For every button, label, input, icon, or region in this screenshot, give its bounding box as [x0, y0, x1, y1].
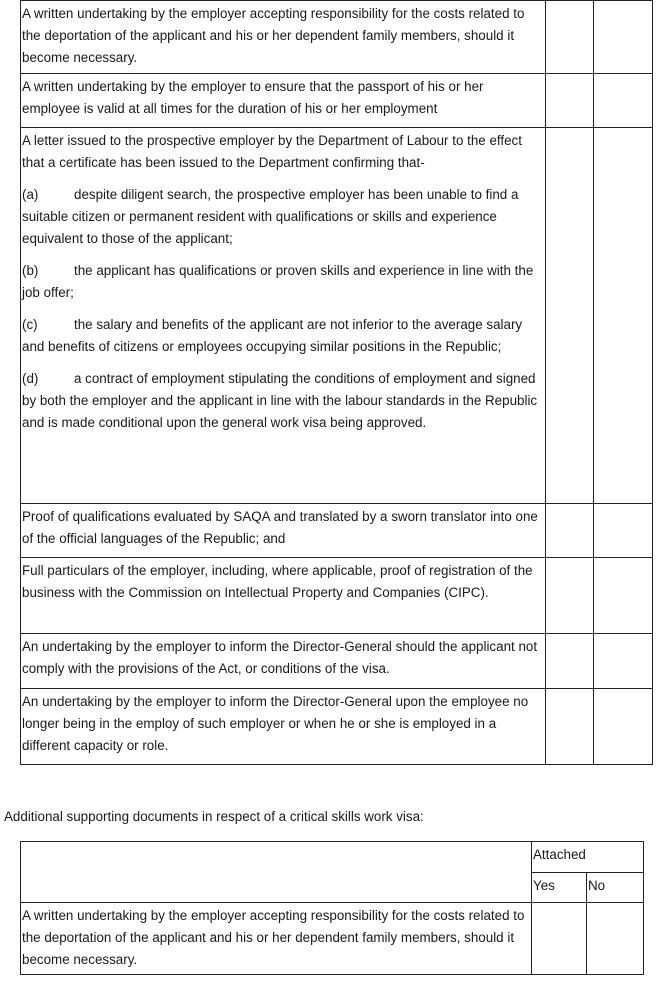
sub-item — [22, 260, 544, 304]
sub-item-label: (b) — [22, 263, 39, 278]
header-blank-cell — [21, 842, 532, 903]
document-description: A written undertaking by the employer accepting responsibility for the costs related to the deportation of the applicant and his or her dependent family members, should it become necessary. — [21, 903, 532, 975]
table-row — [21, 128, 653, 504]
attached-header: Attached — [532, 842, 644, 873]
attached-yes-cell[interactable] — [546, 504, 594, 558]
table-row — [21, 634, 653, 689]
sub-item-label: (a) — [22, 187, 39, 202]
description-text: Full particulars of the employer, including, where applicable, proof of registration of the business with the Commission on Intellectual Property and Companies (CIPC). — [22, 563, 533, 600]
attached-yes-cell[interactable] — [546, 128, 594, 504]
attached-no-cell[interactable] — [594, 558, 653, 634]
header-row — [21, 842, 644, 873]
document-description — [21, 128, 546, 504]
attached-no-cell[interactable] — [594, 689, 653, 765]
description-text: An undertaking by the employer to inform the Director-General upon the employee no longer being in the employ of such employer or when he or she is employed in a different capacity or role. — [22, 694, 529, 753]
table-row — [21, 1, 653, 74]
sub-item-text: a contract of employment stipulating the conditions of employment and signed by both the employer and the applicant in line with the labour standards in the Republic and is made conditional upon the general work visa being approved. — [22, 371, 538, 430]
document-description — [21, 1, 546, 74]
yes-header: Yes — [532, 873, 587, 903]
document-description — [21, 504, 546, 558]
description-text: Proof of qualifications evaluated by SAQA and translated by a sworn translator into one of the official languages of the Republic; and — [22, 509, 538, 546]
sub-item-text: despite diligent search, the prospective employer has been unable to find a suitable citizen or permanent resident with qualifications or skills and experience equivalent to those of the applicant; — [22, 187, 519, 246]
sub-item-label: (c) — [22, 317, 38, 332]
critical-skills-documents-table — [20, 841, 644, 975]
attached-no-cell[interactable] — [594, 504, 653, 558]
table-row — [21, 689, 653, 765]
attached-yes-cell[interactable] — [546, 74, 594, 128]
table-row — [21, 504, 653, 558]
sub-item-text: the salary and benefits of the applicant are not inferior to the average salary and benefits of citizens or employees occupying similar positions in the Republic; — [22, 317, 523, 354]
description-text: An undertaking by the employer to inform the Director-General should the applicant not comply with the provisions of the Act, or conditions of the visa. — [22, 639, 538, 676]
table-row — [21, 74, 653, 128]
attached-yes-cell[interactable] — [546, 1, 594, 74]
attached-no-cell[interactable] — [587, 903, 644, 975]
sub-item-label: (d) — [22, 371, 39, 386]
attached-no-cell[interactable] — [594, 1, 653, 74]
table-row — [21, 903, 644, 975]
document-description — [21, 558, 546, 634]
sub-item — [22, 368, 544, 434]
attached-yes-cell[interactable] — [546, 558, 594, 634]
general-work-visa-documents-table — [20, 0, 653, 765]
description-text: A written undertaking by the employer accepting responsibility for the costs related to the deportation of the applicant and his or her dependent family members, should it become necessary. — [22, 6, 525, 65]
attached-yes-cell[interactable] — [532, 903, 587, 975]
document-description — [21, 689, 546, 765]
attached-yes-cell[interactable] — [546, 634, 594, 689]
section-heading: Additional supporting documents in respect of a critical skills work visa: — [4, 809, 424, 824]
attached-no-cell[interactable] — [594, 74, 653, 128]
attached-no-cell[interactable] — [594, 128, 653, 504]
description-text: A written undertaking by the employer to ensure that the passport of his or her employee is valid at all times for the duration of his or her employment — [22, 79, 484, 116]
attached-no-cell[interactable] — [594, 634, 653, 689]
table-row — [21, 558, 653, 634]
sub-item — [22, 184, 544, 250]
sub-item — [22, 314, 544, 358]
description-text: A letter issued to the prospective employer by the Department of Labour to the effect that a certificate has been issued to the Department confirming that- — [22, 133, 522, 170]
sub-item-text: the applicant has qualifications or proven skills and experience in line with the job offer; — [22, 263, 534, 300]
document-description — [21, 74, 546, 128]
no-header: No — [587, 873, 644, 903]
attached-yes-cell[interactable] — [546, 689, 594, 765]
document-description — [21, 634, 546, 689]
